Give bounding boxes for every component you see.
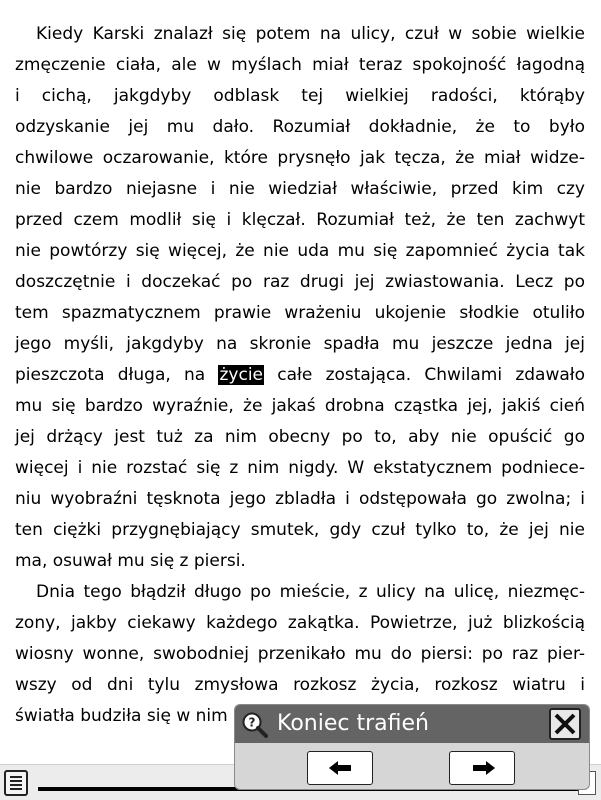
close-icon: [551, 710, 579, 738]
text-line: ma, osuwał mu się z piersi.: [15, 551, 246, 571]
text-segment: całe zostająca. Chwilami zdawało: [277, 365, 586, 385]
text-line: niu wyobraźni tęsknota jego zbladła i odstępowała go zwolna; i: [15, 489, 585, 509]
popup-title: Koniec trafień: [277, 711, 429, 736]
text-line: przed czem modlił się i klęczał. Rozumiał też, że ten zachwyt: [15, 210, 585, 230]
arrow-left-icon: [329, 761, 353, 775]
text-line: jej drżący jest tuż za nim obecny po to, aby nie opuścić go: [15, 427, 585, 447]
next-match-button[interactable]: [449, 751, 515, 785]
search-help-icon: [241, 711, 269, 739]
text-line: zony, jakby ciekawy każdego zakątka. Powietrze, już blizkością: [15, 613, 585, 633]
text-line: nie powtórzy się więcej, że nie uda mu się zapomnieć życia tak: [15, 241, 585, 261]
close-button[interactable]: [549, 708, 581, 740]
text-line: nie bardzo niejasne i nie wiedział właściwie, przed kim czy: [15, 179, 585, 199]
text-line: doszczętnie i doczekać po raz drugi jej zwiastowania. Lecz po: [15, 272, 585, 292]
text-line-highlighted: [15, 360, 585, 391]
popup-header: [235, 705, 589, 743]
arrow-right-icon: [471, 761, 495, 775]
text-line: Kiedy Karski znalazł się potem na ulicy, czuł w sobie wielkie: [36, 24, 585, 44]
svg-text:?: ?: [248, 715, 256, 730]
text-line: jego myśli, jakgdyby na skronie spadła mu jeszcze jedna jej: [15, 334, 585, 354]
text-line: ten ciężki przygnębiający smutek, gdy czuł tylko to, że jej nie: [15, 520, 585, 540]
text-line: światła budziła się w nim: [15, 706, 228, 726]
text-line: wszy od dni tylu zmysłowa rozkosz życia, rozkosz wiatru i: [15, 675, 585, 695]
text-line: Dnia tego błądził długo po mieście, z ulicy na ulicę, niezmęc-: [36, 582, 585, 602]
text-line: wiosny wonne, swobodniej przenikało mu do piersi: po raz pier-: [15, 644, 585, 664]
text-line: mu się bardzo wyraźnie, że jakaś drobna cząstka jej, jakiś cień: [15, 396, 585, 416]
text-line: i cichą, jakgdyby odblask tej wielkiej radości, którąby: [15, 86, 585, 106]
menu-icon: [10, 776, 22, 790]
text-segment: pieszczota długa, na: [15, 365, 206, 385]
text-line: więcej i nie rozstać się z nim nigdy. W ekstatycznem podniece-: [15, 458, 585, 478]
previous-match-button[interactable]: [307, 751, 373, 785]
text-line: odzyskanie jej mu dało. Rozumiał dokładnie, że to było: [15, 117, 585, 137]
text-line: chwilowe oczarowanie, które prysnęło jak tęcza, że miał widze-: [15, 148, 585, 168]
text-line: tem spazmatycznem prawie wrażeniu ukojenie słodkie otuliło: [15, 303, 585, 323]
text-line: zmęczenie ciała, ale w myślach miał teraz spokojność łagodną: [15, 55, 585, 75]
search-match-highlight[interactable]: życie: [219, 365, 263, 385]
search-results-popup: [234, 704, 590, 790]
menu-button[interactable]: [4, 770, 28, 796]
